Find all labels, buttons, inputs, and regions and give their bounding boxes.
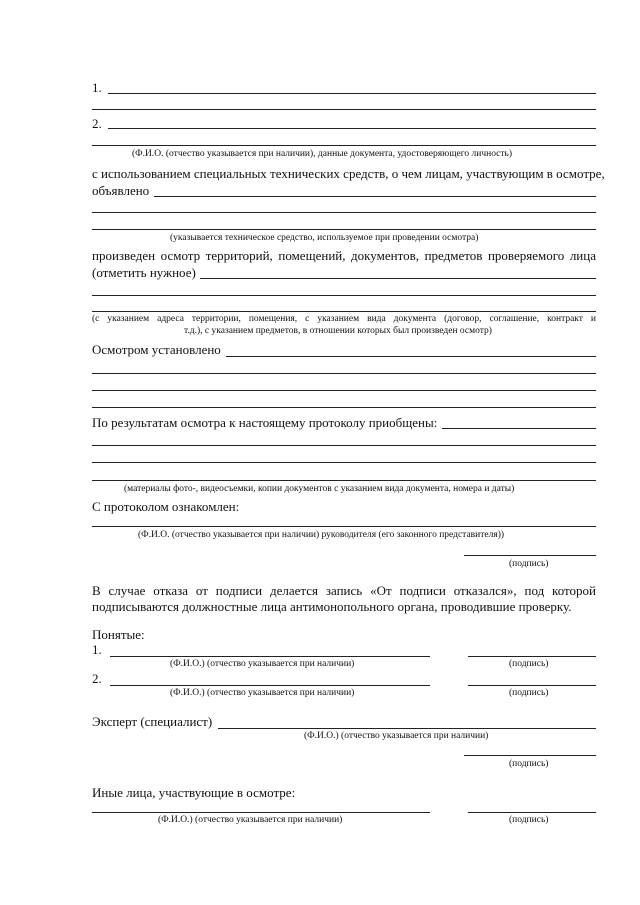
inspection-field[interactable] — [200, 278, 596, 279]
participant-number-1: 1. — [92, 80, 102, 95]
expert-name-field[interactable] — [218, 728, 596, 729]
expert-signature-caption: (подпись) — [509, 759, 549, 769]
participant-1-extra-line[interactable] — [92, 109, 596, 110]
others-name-field[interactable] — [92, 812, 430, 813]
witness-number-2: 2. — [92, 671, 102, 686]
established-line-3[interactable] — [92, 390, 596, 391]
witness-1-name-field[interactable] — [110, 656, 430, 657]
refusal-text-1: В случае отказа от подписи делается запись «От подписи отказался», под которой — [92, 583, 596, 598]
acquainted-caption: (Ф.И.О. (отчество указывается при наличии) руководителя (его законного представителя)) — [138, 530, 505, 540]
acquainted-name-field[interactable] — [92, 526, 596, 527]
attached-caption: (материалы фото-, видеосъемки, копии документов с указанием вида документа, номера и даты) — [124, 484, 515, 494]
participants-caption: (Ф.И.О. (отчество указывается при наличии), данные документа, удостоверяющего личность) — [132, 149, 513, 159]
participant-2-extra-line[interactable] — [92, 145, 596, 146]
inspection-line-2[interactable] — [92, 295, 596, 296]
established-field[interactable] — [226, 356, 596, 357]
witness-1-caption: (Ф.И.О.) (отчество указывается при наличии) — [170, 659, 355, 669]
acquainted-signature-caption: (подпись) — [509, 559, 549, 569]
witness-1-signature-field[interactable] — [468, 656, 596, 657]
technical-means-line-3[interactable] — [92, 229, 596, 230]
expert-label: Эксперт (специалист) — [92, 714, 213, 729]
attached-line-2[interactable] — [92, 445, 596, 446]
expert-caption: (Ф.И.О.) (отчество указывается при наличии) — [304, 731, 489, 741]
inspection-text: произведен осмотр территорий, помещений, документов, предметов проверяемого лица — [92, 248, 596, 263]
attached-field[interactable] — [442, 428, 596, 429]
witness-number-1: 1. — [92, 642, 102, 657]
witnesses-label: Понятые: — [92, 627, 145, 642]
technical-means-line-2[interactable] — [92, 212, 596, 213]
others-caption: (Ф.И.О.) (отчество указывается при наличии) — [158, 815, 343, 825]
inspection-caption-1: (с указанием адреса территории, помещения, с указанием вида документа (договор, соглашение, контракт и — [92, 314, 596, 324]
inspection-caption-2: т.д.), с указанием предметов, в отношении которых был произведен осмотр) — [184, 326, 492, 336]
participant-number-2: 2. — [92, 116, 102, 131]
inspection-line-3[interactable] — [92, 311, 596, 312]
refusal-text-2: подписываются должностные лица антимонопольного органа, проводившие проверку. — [92, 599, 572, 614]
witness-2-name-field[interactable] — [110, 685, 430, 686]
technical-means-field[interactable] — [154, 196, 596, 197]
acquainted-signature-field[interactable] — [464, 555, 596, 556]
established-label: Осмотром установлено — [92, 342, 221, 357]
acquainted-label: С протоколом ознакомлен: — [92, 499, 240, 514]
witness-2-signature-field[interactable] — [468, 685, 596, 686]
participant-1-field[interactable] — [108, 93, 596, 94]
technical-means-text: с использованием специальных технических средств, о чем лицам, участвующим в осмотре, — [92, 166, 605, 181]
others-signature-field[interactable] — [468, 812, 596, 813]
attached-label: По результатам осмотра к настоящему протоколу приобщены: — [92, 415, 438, 430]
others-label: Иные лица, участвующие в осмотре: — [92, 785, 296, 800]
established-line-4[interactable] — [92, 407, 596, 408]
attached-line-4[interactable] — [92, 480, 596, 481]
announced-label: объявлено — [92, 183, 150, 198]
witness-1-signature-caption: (подпись) — [509, 659, 549, 669]
witness-2-caption: (Ф.И.О.) (отчество указывается при наличии) — [170, 688, 355, 698]
others-signature-caption: (подпись) — [509, 815, 549, 825]
technical-means-caption: (указывается техническое средство, используемое при проведении осмотра) — [170, 233, 479, 243]
established-line-2[interactable] — [92, 373, 596, 374]
witness-2-signature-caption: (подпись) — [509, 688, 549, 698]
participant-2-field[interactable] — [108, 128, 596, 129]
expert-signature-field[interactable] — [464, 755, 596, 756]
attached-line-3[interactable] — [92, 462, 596, 463]
mark-needed-label: (отметить нужное) — [92, 265, 196, 280]
